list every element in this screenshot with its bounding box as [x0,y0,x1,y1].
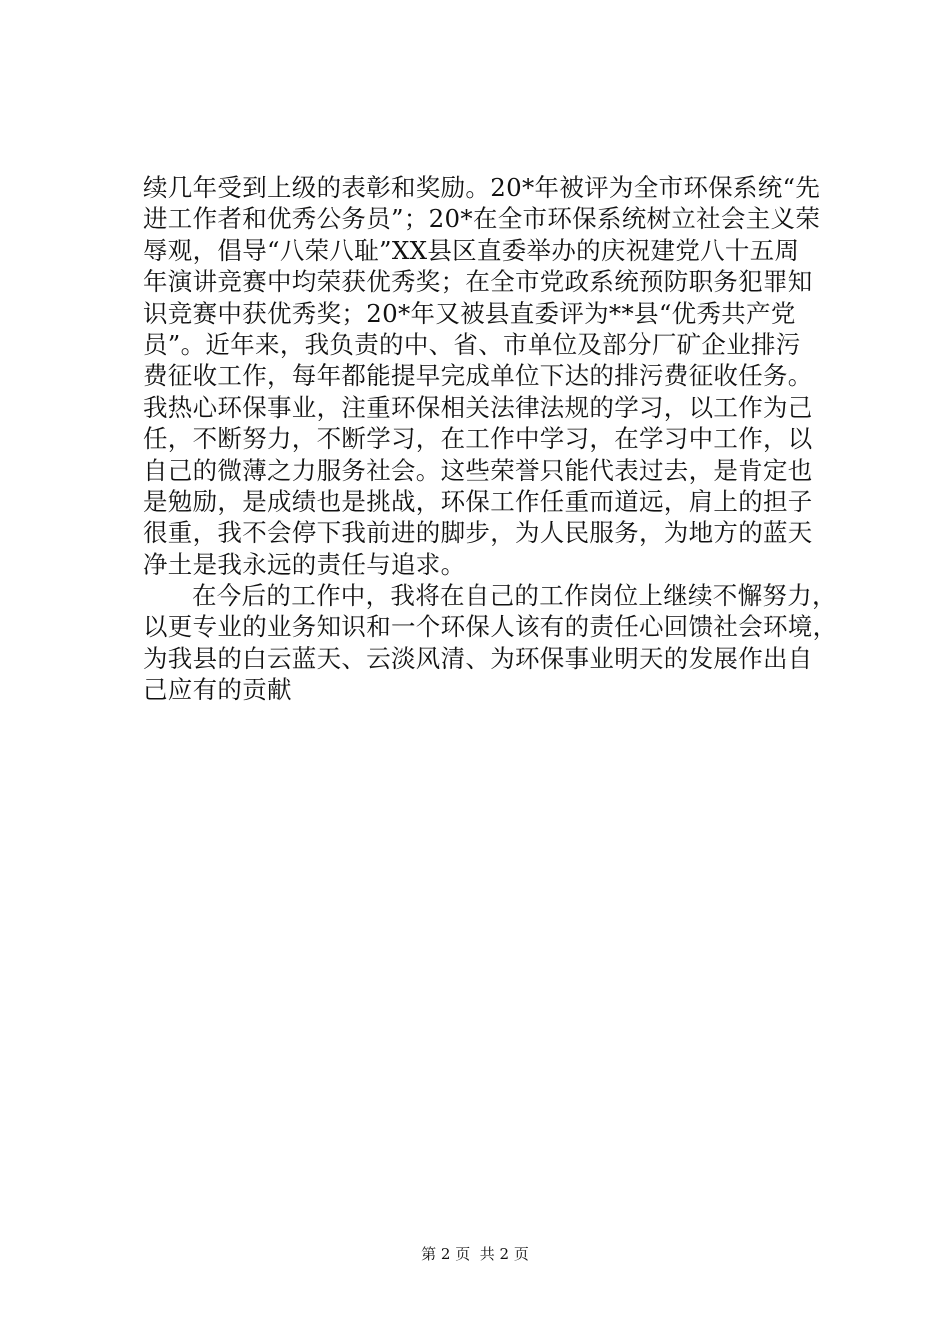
paragraph-start-line: 在今后的工作中，我将在自己的工作岗位上继续不懈努力， [192,581,837,611]
text-line: 员”。近年来，我负责的中、省、市单位及部分厂矿企业排污 [143,329,801,359]
text-line: 续几年受到上级的表彰和奖励。20*年被评为全市环保系统“先 [143,173,821,202]
text-line: 任，不断努力，不断学习，在工作中学习，在学习中工作，以 [143,424,813,454]
text-line: 我热心环保事业，注重环保相关法律法规的学习，以工作为己 [143,392,813,422]
text-line: 自己的微薄之力服务社会。这些荣誉只能代表过去，是肯定也 [143,455,813,485]
text-line: 为我县的白云蓝天、云淡风清、为环保事业明天的发展作出自 [143,643,813,673]
text-line: 费征收工作，每年都能提早完成单位下达的排污费征收任务。 [143,361,813,391]
text-line: 净土是我永远的责任与追求。 [143,549,466,579]
text-line: 识竞赛中获优秀奖；20*年又被县直委评为**县“优秀共产党 [143,298,796,328]
text-line: 年演讲竞赛中均荣获优秀奖；在全市党政系统预防职务犯罪知 [143,267,813,297]
page-number-footer: 第 2 页 共 2 页 [421,1245,529,1263]
text-line: 进工作者和优秀公务员”；20*在全市环保系统树立社会主义荣 [143,204,821,234]
text-line: 很重，我不会停下我前进的脚步，为人民服务，为地方的蓝天 [143,518,813,548]
text-line: 己应有的贡献 [143,675,292,705]
text-line: 是勉励，是成绩也是挑战，环保工作任重而道远，肩上的担子 [143,486,813,516]
text-line: 辱观，倡导“八荣八耻”XX县区直委举办的庆祝建党八十五周 [143,235,800,265]
text-line: 以更专业的业务知识和一个环保人该有的责任心回馈社会环境， [143,612,838,642]
body-text [143,172,843,706]
